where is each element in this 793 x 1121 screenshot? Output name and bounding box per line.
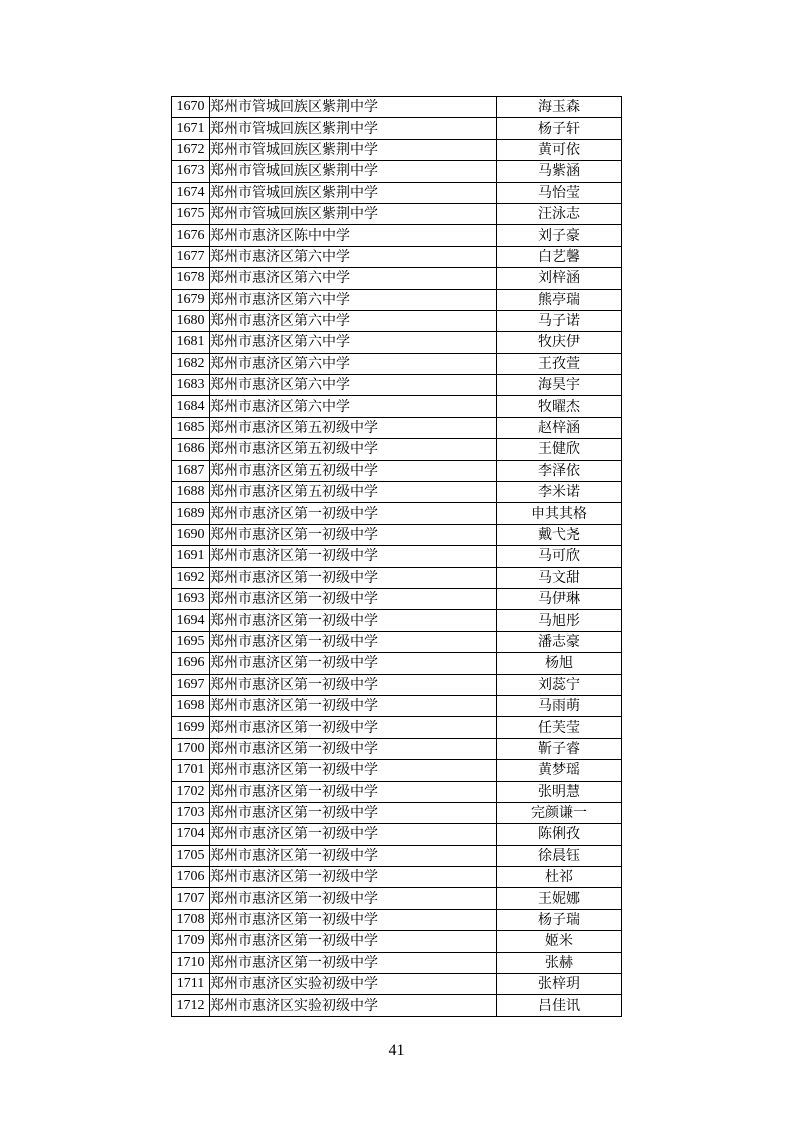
table-row	[172, 631, 622, 652]
school-cell: 郑州市管城回族区紫荆中学	[210, 161, 497, 182]
row-number-cell: 1710	[172, 952, 210, 973]
school-cell: 郑州市惠济区第一初级中学	[210, 653, 497, 674]
school-cell: 郑州市惠济区第五初级中学	[210, 439, 497, 460]
school-cell: 郑州市惠济区第一初级中学	[210, 888, 497, 909]
table-row	[172, 909, 622, 930]
row-number-cell: 1696	[172, 653, 210, 674]
student-name-cell: 海玉森	[497, 97, 622, 118]
student-name-cell: 马可欣	[497, 546, 622, 567]
table-row	[172, 97, 622, 118]
table-row	[172, 760, 622, 781]
row-number-cell: 1686	[172, 439, 210, 460]
school-cell: 郑州市惠济区第一初级中学	[210, 588, 497, 609]
student-name-cell: 申其其格	[497, 503, 622, 524]
table-row	[172, 460, 622, 481]
row-number-cell: 1702	[172, 781, 210, 802]
row-number-cell: 1694	[172, 610, 210, 631]
student-name-cell: 杨子瑞	[497, 909, 622, 930]
student-name-cell: 杜祁	[497, 867, 622, 888]
table-row	[172, 802, 622, 823]
school-cell: 郑州市管城回族区紫荆中学	[210, 97, 497, 118]
student-name-cell: 黄梦瑶	[497, 760, 622, 781]
table-row	[172, 182, 622, 203]
student-name-cell: 王孜萱	[497, 353, 622, 374]
roster-table-body	[172, 97, 622, 1017]
school-cell: 郑州市惠济区第一初级中学	[210, 824, 497, 845]
student-name-cell: 海昊宇	[497, 375, 622, 396]
student-name-cell: 汪泳志	[497, 203, 622, 224]
school-cell: 郑州市惠济区第一初级中学	[210, 524, 497, 545]
row-number-cell: 1692	[172, 567, 210, 588]
row-number-cell: 1701	[172, 760, 210, 781]
school-cell: 郑州市惠济区第一初级中学	[210, 631, 497, 652]
student-name-cell: 戴弋尧	[497, 524, 622, 545]
row-number-cell: 1685	[172, 417, 210, 438]
school-cell: 郑州市管城回族区紫荆中学	[210, 139, 497, 160]
student-name-cell: 王健欣	[497, 439, 622, 460]
table-row	[172, 674, 622, 695]
school-cell: 郑州市管城回族区紫荆中学	[210, 118, 497, 139]
row-number-cell: 1672	[172, 139, 210, 160]
table-row	[172, 952, 622, 973]
school-cell: 郑州市惠济区第一初级中学	[210, 909, 497, 930]
student-name-cell: 刘梓涵	[497, 268, 622, 289]
student-name-cell: 牧曜杰	[497, 396, 622, 417]
student-name-cell: 王妮娜	[497, 888, 622, 909]
row-number-cell: 1676	[172, 225, 210, 246]
table-row	[172, 610, 622, 631]
student-name-cell: 吕佳讯	[497, 995, 622, 1016]
table-row	[172, 375, 622, 396]
row-number-cell: 1675	[172, 203, 210, 224]
student-name-cell: 马子诺	[497, 310, 622, 331]
row-number-cell: 1673	[172, 161, 210, 182]
row-number-cell: 1712	[172, 995, 210, 1016]
student-name-cell: 任芙莹	[497, 717, 622, 738]
school-cell: 郑州市管城回族区紫荆中学	[210, 182, 497, 203]
student-name-cell: 完颜谦一	[497, 802, 622, 823]
student-name-cell: 靳子睿	[497, 738, 622, 759]
row-number-cell: 1680	[172, 310, 210, 331]
school-cell: 郑州市惠济区第五初级中学	[210, 417, 497, 438]
student-name-cell: 徐晨钰	[497, 845, 622, 866]
table-row	[172, 503, 622, 524]
row-number-cell: 1695	[172, 631, 210, 652]
table-row	[172, 225, 622, 246]
student-name-cell: 张赫	[497, 952, 622, 973]
school-cell: 郑州市惠济区第一初级中学	[210, 867, 497, 888]
row-number-cell: 1708	[172, 909, 210, 930]
table-row	[172, 567, 622, 588]
row-number-cell: 1681	[172, 332, 210, 353]
row-number-cell: 1670	[172, 97, 210, 118]
school-cell: 郑州市惠济区第五初级中学	[210, 460, 497, 481]
table-row	[172, 310, 622, 331]
school-cell: 郑州市惠济区陈中中学	[210, 225, 497, 246]
row-number-cell: 1674	[172, 182, 210, 203]
table-row	[172, 246, 622, 267]
school-cell: 郑州市惠济区第一初级中学	[210, 738, 497, 759]
row-number-cell: 1684	[172, 396, 210, 417]
student-name-cell: 张明慧	[497, 781, 622, 802]
table-row	[172, 546, 622, 567]
school-cell: 郑州市惠济区第一初级中学	[210, 695, 497, 716]
table-row	[172, 268, 622, 289]
page-number: 41	[388, 1042, 405, 1059]
table-row	[172, 588, 622, 609]
row-number-cell: 1709	[172, 931, 210, 952]
school-cell: 郑州市惠济区第一初级中学	[210, 845, 497, 866]
row-number-cell: 1705	[172, 845, 210, 866]
table-row	[172, 888, 622, 909]
table-row	[172, 161, 622, 182]
school-cell: 郑州市惠济区第一初级中学	[210, 567, 497, 588]
school-cell: 郑州市惠济区第一初级中学	[210, 674, 497, 695]
student-name-cell: 马伊琳	[497, 588, 622, 609]
table-row	[172, 203, 622, 224]
school-cell: 郑州市惠济区第一初级中学	[210, 610, 497, 631]
table-row	[172, 524, 622, 545]
row-number-cell: 1697	[172, 674, 210, 695]
student-name-cell: 杨子轩	[497, 118, 622, 139]
school-cell: 郑州市惠济区第六中学	[210, 353, 497, 374]
table-row	[172, 717, 622, 738]
roster-table	[171, 96, 622, 1017]
row-number-cell: 1690	[172, 524, 210, 545]
row-number-cell: 1698	[172, 695, 210, 716]
school-cell: 郑州市惠济区实验初级中学	[210, 974, 497, 995]
table-row	[172, 139, 622, 160]
student-name-cell: 马旭彤	[497, 610, 622, 631]
table-row	[172, 781, 622, 802]
table-row	[172, 482, 622, 503]
row-number-cell: 1704	[172, 824, 210, 845]
school-cell: 郑州市惠济区实验初级中学	[210, 995, 497, 1016]
table-row	[172, 653, 622, 674]
student-name-cell: 张梓玥	[497, 974, 622, 995]
table-row	[172, 332, 622, 353]
school-cell: 郑州市惠济区第六中学	[210, 375, 497, 396]
row-number-cell: 1671	[172, 118, 210, 139]
school-cell: 郑州市惠济区第一初级中学	[210, 931, 497, 952]
table-row	[172, 974, 622, 995]
student-name-cell: 姬米	[497, 931, 622, 952]
student-name-cell: 潘志豪	[497, 631, 622, 652]
row-number-cell: 1679	[172, 289, 210, 310]
table-row	[172, 289, 622, 310]
student-name-cell: 李泽依	[497, 460, 622, 481]
school-cell: 郑州市惠济区第一初级中学	[210, 546, 497, 567]
table-row	[172, 845, 622, 866]
school-cell: 郑州市惠济区第五初级中学	[210, 482, 497, 503]
student-name-cell: 赵梓涵	[497, 417, 622, 438]
row-number-cell: 1691	[172, 546, 210, 567]
school-cell: 郑州市惠济区第一初级中学	[210, 781, 497, 802]
student-name-cell: 马文甜	[497, 567, 622, 588]
school-cell: 郑州市惠济区第六中学	[210, 310, 497, 331]
table-row	[172, 867, 622, 888]
table-row	[172, 824, 622, 845]
row-number-cell: 1699	[172, 717, 210, 738]
student-name-cell: 熊亭瑞	[497, 289, 622, 310]
table-row	[172, 118, 622, 139]
row-number-cell: 1678	[172, 268, 210, 289]
row-number-cell: 1707	[172, 888, 210, 909]
school-cell: 郑州市惠济区第六中学	[210, 396, 497, 417]
student-name-cell: 马怡莹	[497, 182, 622, 203]
table-row	[172, 353, 622, 374]
table-row	[172, 931, 622, 952]
school-cell: 郑州市惠济区第一初级中学	[210, 717, 497, 738]
school-cell: 郑州市惠济区第一初级中学	[210, 760, 497, 781]
row-number-cell: 1706	[172, 867, 210, 888]
table-row	[172, 417, 622, 438]
row-number-cell: 1711	[172, 974, 210, 995]
row-number-cell: 1689	[172, 503, 210, 524]
student-name-cell: 杨旭	[497, 653, 622, 674]
row-number-cell: 1677	[172, 246, 210, 267]
school-cell: 郑州市惠济区第一初级中学	[210, 802, 497, 823]
student-name-cell: 马紫涵	[497, 161, 622, 182]
school-cell: 郑州市惠济区第六中学	[210, 332, 497, 353]
table-row	[172, 396, 622, 417]
table-row	[172, 738, 622, 759]
school-cell: 郑州市惠济区第六中学	[210, 289, 497, 310]
student-name-cell: 马雨萌	[497, 695, 622, 716]
school-cell: 郑州市管城回族区紫荆中学	[210, 203, 497, 224]
school-cell: 郑州市惠济区第六中学	[210, 268, 497, 289]
student-name-cell: 刘子豪	[497, 225, 622, 246]
row-number-cell: 1693	[172, 588, 210, 609]
school-cell: 郑州市惠济区第一初级中学	[210, 503, 497, 524]
school-cell: 郑州市惠济区第六中学	[210, 246, 497, 267]
table-row	[172, 695, 622, 716]
student-name-cell: 刘蕊宁	[497, 674, 622, 695]
student-name-cell: 黄可依	[497, 139, 622, 160]
row-number-cell: 1682	[172, 353, 210, 374]
row-number-cell: 1687	[172, 460, 210, 481]
row-number-cell: 1683	[172, 375, 210, 396]
student-name-cell: 陈俐孜	[497, 824, 622, 845]
row-number-cell: 1700	[172, 738, 210, 759]
student-name-cell: 李米诺	[497, 482, 622, 503]
student-name-cell: 牧庆伊	[497, 332, 622, 353]
row-number-cell: 1703	[172, 802, 210, 823]
school-cell: 郑州市惠济区第一初级中学	[210, 952, 497, 973]
row-number-cell: 1688	[172, 482, 210, 503]
student-name-cell: 白艺馨	[497, 246, 622, 267]
table-row	[172, 439, 622, 460]
table-row	[172, 995, 622, 1016]
